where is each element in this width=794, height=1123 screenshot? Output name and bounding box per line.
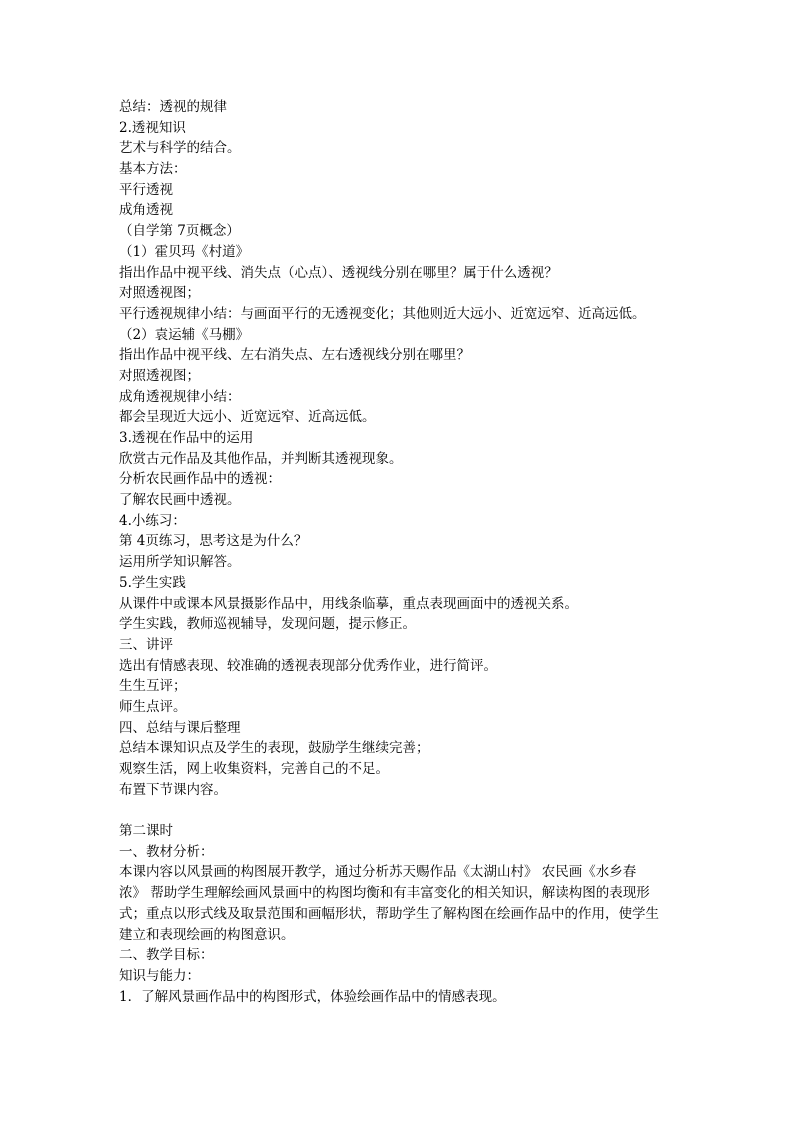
document-page	[119, 97, 679, 1007]
text-line: （自学第 7页概念）	[119, 223, 240, 240]
summary-heading: 总结：透视的规律	[119, 99, 227, 115]
text-line: 生生互评；	[119, 678, 187, 695]
section-heading: 二、教学目标：	[119, 947, 214, 964]
text-line: 对照透视图；	[119, 367, 200, 384]
text-line: 从课件中或课本风景摄影作品中，用线条临摹，重点表现画面中的透视关系。	[119, 595, 578, 612]
section-heading: 5.学生实践	[119, 574, 186, 591]
section-heading: 3.透视在作品中的运用	[119, 430, 254, 446]
section-heading: 4.小练习：	[119, 512, 186, 529]
text-line: 运用所学知识解答。	[119, 554, 241, 571]
text-line: 第 4页练习，思考这是为什么？	[119, 533, 308, 550]
text-line: 分析农民画作品中的透视：	[119, 471, 281, 488]
text-line: （1）霍贝玛《村道》	[119, 243, 250, 260]
text-line: 本课内容以风景画的构图展开教学，通过分析苏天赐作品《太湖山村》 农民画《水乡春	[119, 864, 637, 881]
text-line: 指出作品中视平线、消失点（心点）、透视线分别在哪里？属于什么透视？	[119, 264, 558, 281]
section-heading: 四、总结与课后整理	[119, 719, 241, 736]
text-line: 建立和表现绘画的构图意识。	[119, 926, 295, 943]
text-line: 观察生活，网上收集资料，完善自己的不足。	[119, 761, 389, 777]
text-line: （2）袁运辅《马棚》	[119, 326, 250, 343]
text-line: 对照透视图；	[119, 285, 200, 302]
text-line: 式；重点以形式线及取景范围和画幅形状，帮助学生了解构图在绘画作品中的作用，使学生	[119, 905, 659, 922]
lesson-heading: 第二课时	[119, 823, 173, 840]
text-line: 1．了解风景画作品中的构图形式，体验绘画作品中的情感表现。	[119, 988, 506, 1005]
section-heading: 一、教材分析：	[119, 843, 214, 860]
text-line: 浓》 帮助学生理解绘画风景画中的构图均衡和有丰富变化的相关知识，解读构图的表现形	[119, 885, 650, 902]
text-line: 基本方法：	[119, 161, 187, 178]
text-line: 成角透视	[119, 202, 173, 219]
text-line: 学生实践，教师巡视辅导，发现问题，提示修正。	[119, 616, 416, 633]
text-line: 艺术与科学的结合。	[119, 140, 241, 157]
text-line: 成角透视规律小结：	[119, 388, 241, 405]
section-heading: 2.透视知识	[119, 119, 186, 136]
text-line: 布置下节课内容。	[119, 781, 227, 798]
blank-line	[119, 800, 679, 821]
text-line: 欣赏古元作品及其他作品，并判断其透视现象。	[119, 450, 403, 467]
section-heading: 三、讲评	[119, 636, 173, 653]
text-line: 平行透视规律小结：与画面平行的无透视变化；其他则近大远小、近宽远窄、近高远低。	[119, 305, 646, 322]
text-line: 了解农民画中透视。	[119, 492, 241, 509]
text-line: 都会呈现近大远小、近宽远窄、近高远低。	[119, 409, 376, 426]
text-line: 总结本课知识点及学生的表现，鼓励学生继续完善；	[119, 740, 430, 757]
text-line: 知识与能力：	[119, 967, 200, 984]
text-line: 选出有情感表现、较准确的透视表现部分优秀作业，进行简评。	[119, 657, 497, 674]
text-line: 指出作品中视平线、左右消失点、左右透视线分别在哪里？	[119, 347, 470, 364]
text-line: 师生点评。	[119, 698, 187, 715]
text-line: 平行透视	[119, 181, 173, 198]
